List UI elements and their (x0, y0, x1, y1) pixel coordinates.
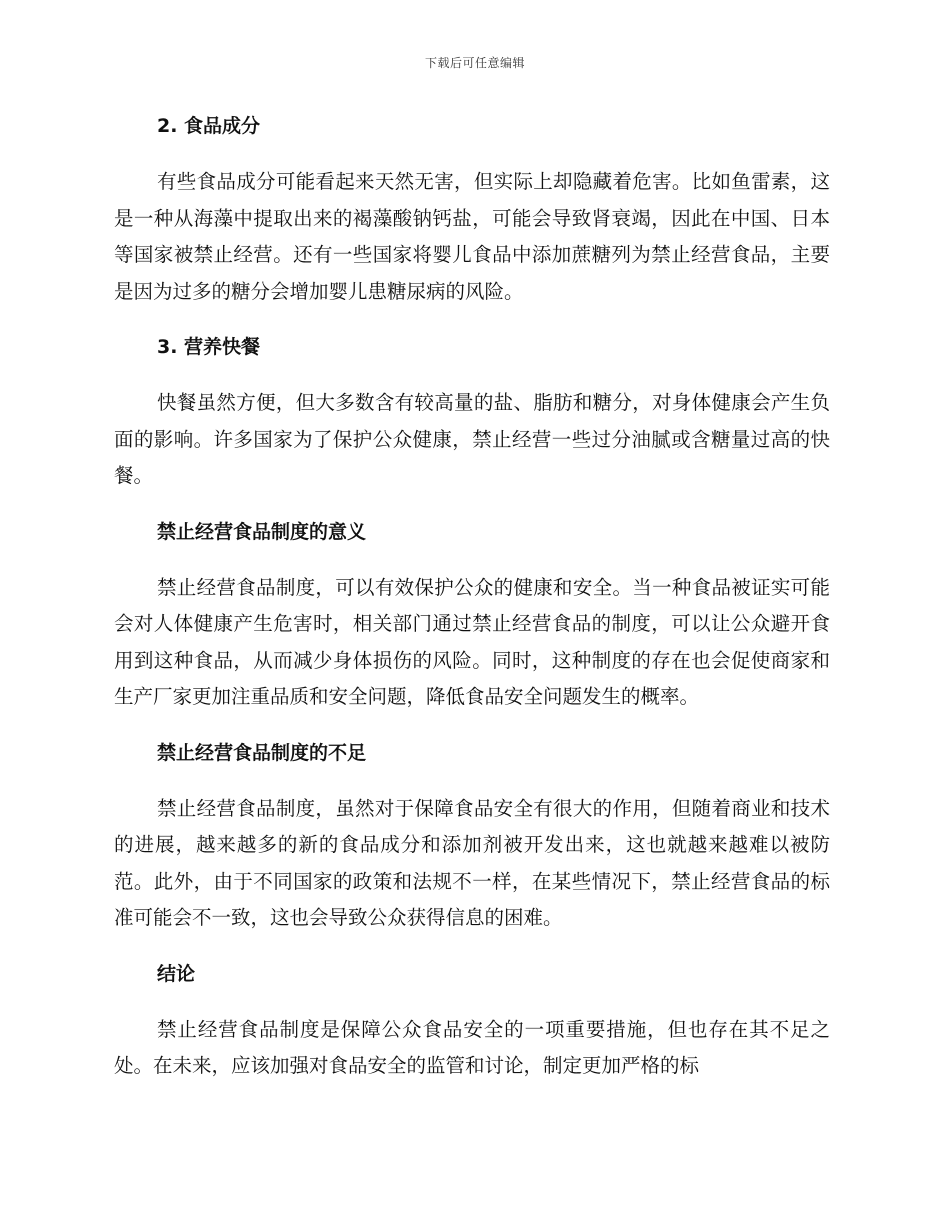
section-heading-conclusion: 结论 (157, 962, 196, 985)
document-body (114, 108, 830, 1085)
section-heading-fast-food: 3. 营养快餐 (157, 336, 261, 358)
paragraph-conclusion: 禁止经营食品制度是保障公众食品安全的一项重要措施，但也存在其不足之处。在未来，应该加强对食品安全的监管和讨论，制定更加严格的标 (114, 1017, 830, 1077)
section-heading-food-ingredients: 2. 食品成分 (157, 115, 261, 137)
paragraph-food-ingredients: 有些食品成分可能看起来天然无害，但实际上却隐藏着危害。比如鱼雷素，这是一种从海藻中提取出来的褐藻酸钠钙盐，可能会导致肾衰竭，因此在中国、日本等国家被禁止经营。还有一些国家将婴儿食品中添加蔗糖列为禁止经营食品，主要是因为过多的糖分会增加婴儿患糖尿病的风险。 (114, 170, 830, 303)
section-heading-shortcomings: 禁止经营食品制度的不足 (157, 741, 367, 764)
paragraph-shortcomings: 禁止经营食品制度，虽然对于保障食品安全有很大的作用，但随着商业和技术的进展，越来越多的新的食品成分和添加剂被开发出来，这也就越来越难以被防范。此外，由于不同国家的政策和法规不一样，在某些情况下，禁止经营食品的标准可能会不一致，这也会导致公众获得信息的困难。 (114, 796, 830, 929)
paragraph-significance: 禁止经营食品制度，可以有效保护公众的健康和安全。当一种食品被证实可能会对人体健康产生危害时，相关部门通过禁止经营食品的制度，可以让公众避开食用到这种食品，从而减少身体损伤的风险。同时，这种制度的存在也会促使商家和生产厂家更加注重品质和安全问题，降低食品安全问题发生的概率。 (114, 575, 830, 708)
paragraph-fast-food: 快餐虽然方便，但大多数含有较高量的盐、脂肪和糖分，对身体健康会产生负面的影响。许多国家为了保护公众健康，禁止经营一些过分油腻或含糖量过高的快餐。 (114, 391, 830, 487)
section-heading-significance: 禁止经营食品制度的意义 (157, 520, 367, 543)
page-header: 下载后可任意编辑 (424, 56, 525, 70)
